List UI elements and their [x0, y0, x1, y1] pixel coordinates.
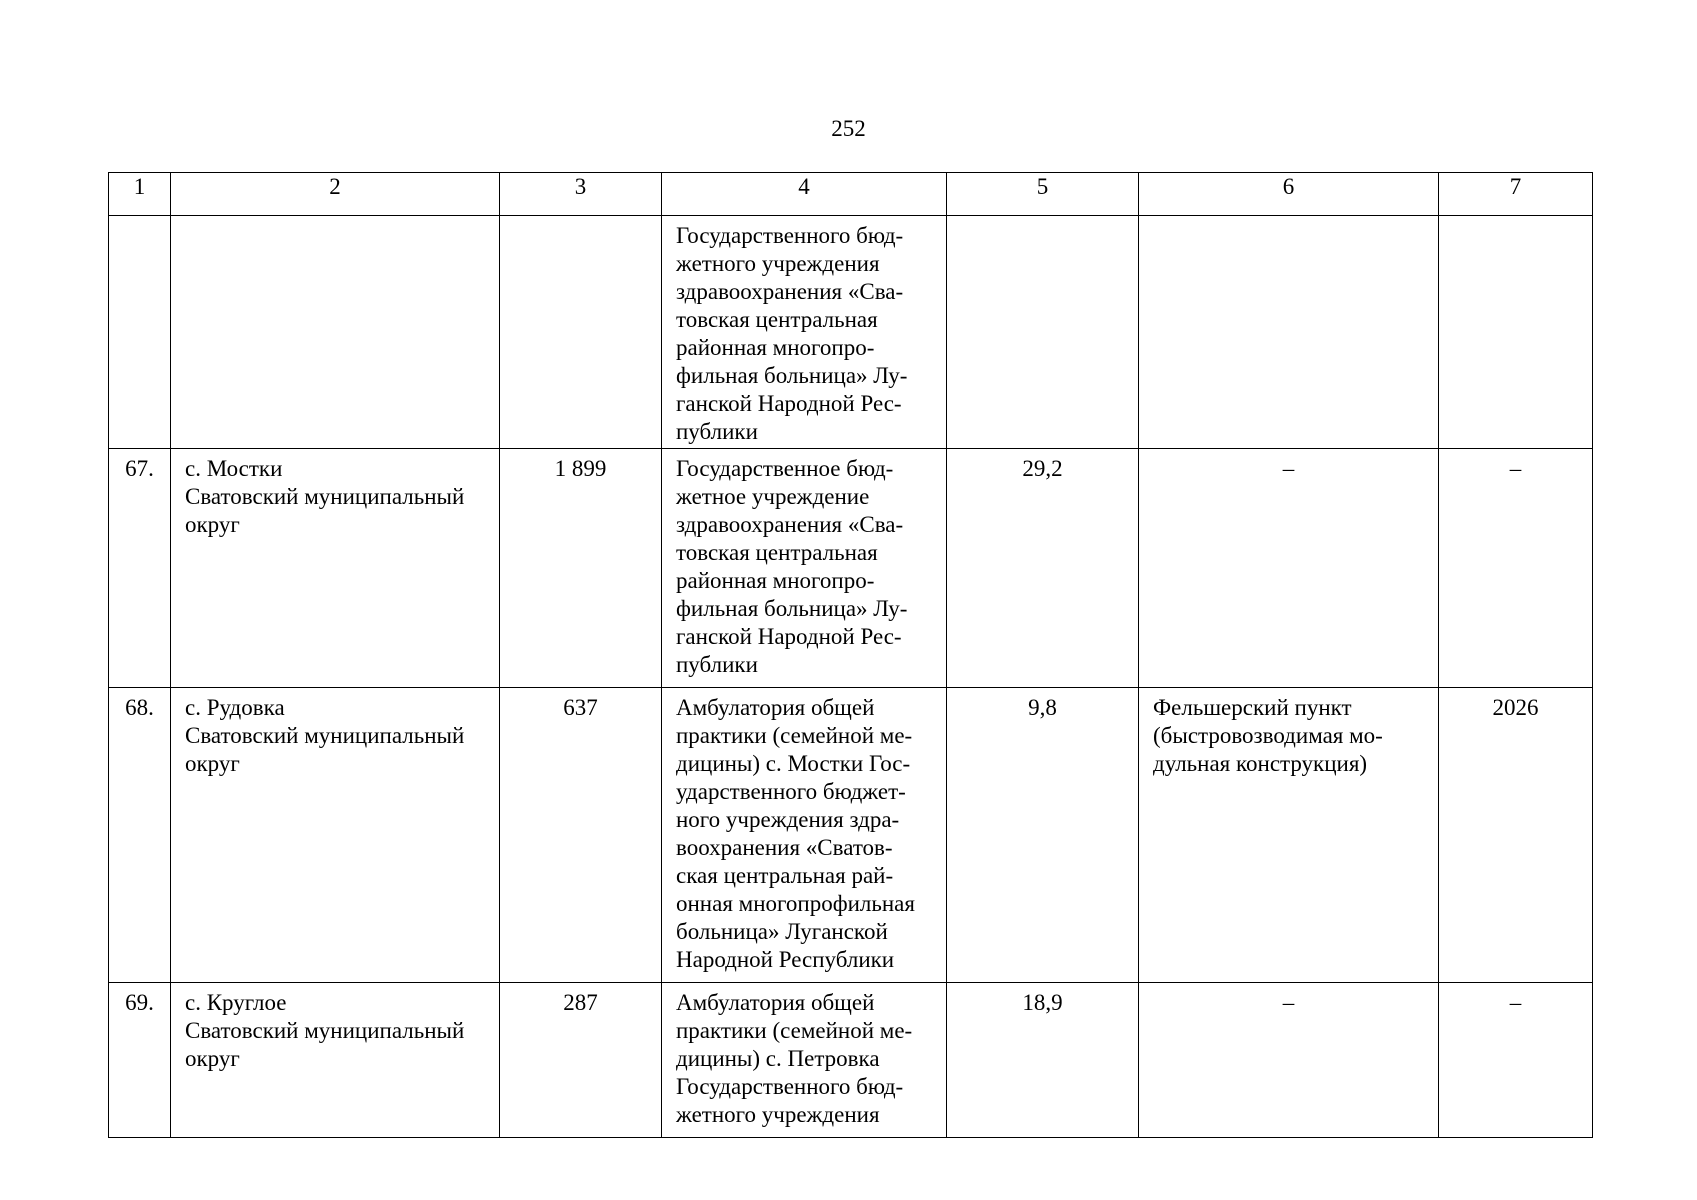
distance-cell: 29,2 — [947, 449, 1139, 688]
institution-cell: Амбулатория общей практики (семейной ме- дицины) с. Мостки Гос- ударственного бюджет- ного учреждения здра- воохранения «Сватов- ская центральная рай- онная многопрофильная больница» Луганской Народной Республики — [662, 688, 947, 983]
population-cell: 637 — [500, 688, 662, 983]
distance-cell: 18,9 — [947, 983, 1139, 1138]
table-row — [109, 983, 1593, 1138]
locality-cell: с. Мостки Сватовский муниципальный округ — [171, 449, 500, 688]
table-row — [109, 449, 1593, 688]
column-header: 4 — [662, 173, 947, 216]
data-table — [108, 172, 1593, 1138]
column-header: 5 — [947, 173, 1139, 216]
table-row — [109, 688, 1593, 983]
institution-cell: Государственное бюд- жетное учреждение здравоохранения «Сва- товская центральная районная многопро- фильная больница» Лу- ганской Народной Рес- публики — [662, 449, 947, 688]
column-header: 6 — [1139, 173, 1439, 216]
row-number: 67. — [109, 449, 171, 688]
locality-cell — [171, 216, 500, 449]
facility-cell: Фельшерский пункт (быстровозводимая мо- дульная конструкция) — [1139, 688, 1439, 983]
distance-cell — [947, 216, 1139, 449]
institution-cell: Государственного бюд- жетного учреждения здравоохранения «Сва- товская центральная районная многопро- фильная больница» Лу- ганской Народной Рес- публики — [662, 216, 947, 449]
locality-cell: с. Рудовка Сватовский муниципальный округ — [171, 688, 500, 983]
column-header: 2 — [171, 173, 500, 216]
year-cell: – — [1439, 983, 1593, 1138]
year-cell — [1439, 216, 1593, 449]
facility-cell: – — [1139, 983, 1439, 1138]
facility-cell — [1139, 216, 1439, 449]
column-header: 1 — [109, 173, 171, 216]
table-row — [109, 216, 1593, 449]
institution-cell: Амбулатория общей практики (семейной ме- дицины) с. Петровка Государственного бюд- жетного учреждения — [662, 983, 947, 1138]
locality-cell: с. Круглое Сватовский муниципальный округ — [171, 983, 500, 1138]
year-cell: 2026 — [1439, 688, 1593, 983]
year-cell: – — [1439, 449, 1593, 688]
facility-cell: – — [1139, 449, 1439, 688]
row-number — [109, 216, 171, 449]
population-cell — [500, 216, 662, 449]
population-cell: 287 — [500, 983, 662, 1138]
column-header: 3 — [500, 173, 662, 216]
distance-cell: 9,8 — [947, 688, 1139, 983]
population-cell: 1 899 — [500, 449, 662, 688]
header-row — [109, 173, 1593, 216]
page-number: 252 — [831, 116, 866, 141]
row-number: 69. — [109, 983, 171, 1138]
column-header: 7 — [1439, 173, 1593, 216]
row-number: 68. — [109, 688, 171, 983]
